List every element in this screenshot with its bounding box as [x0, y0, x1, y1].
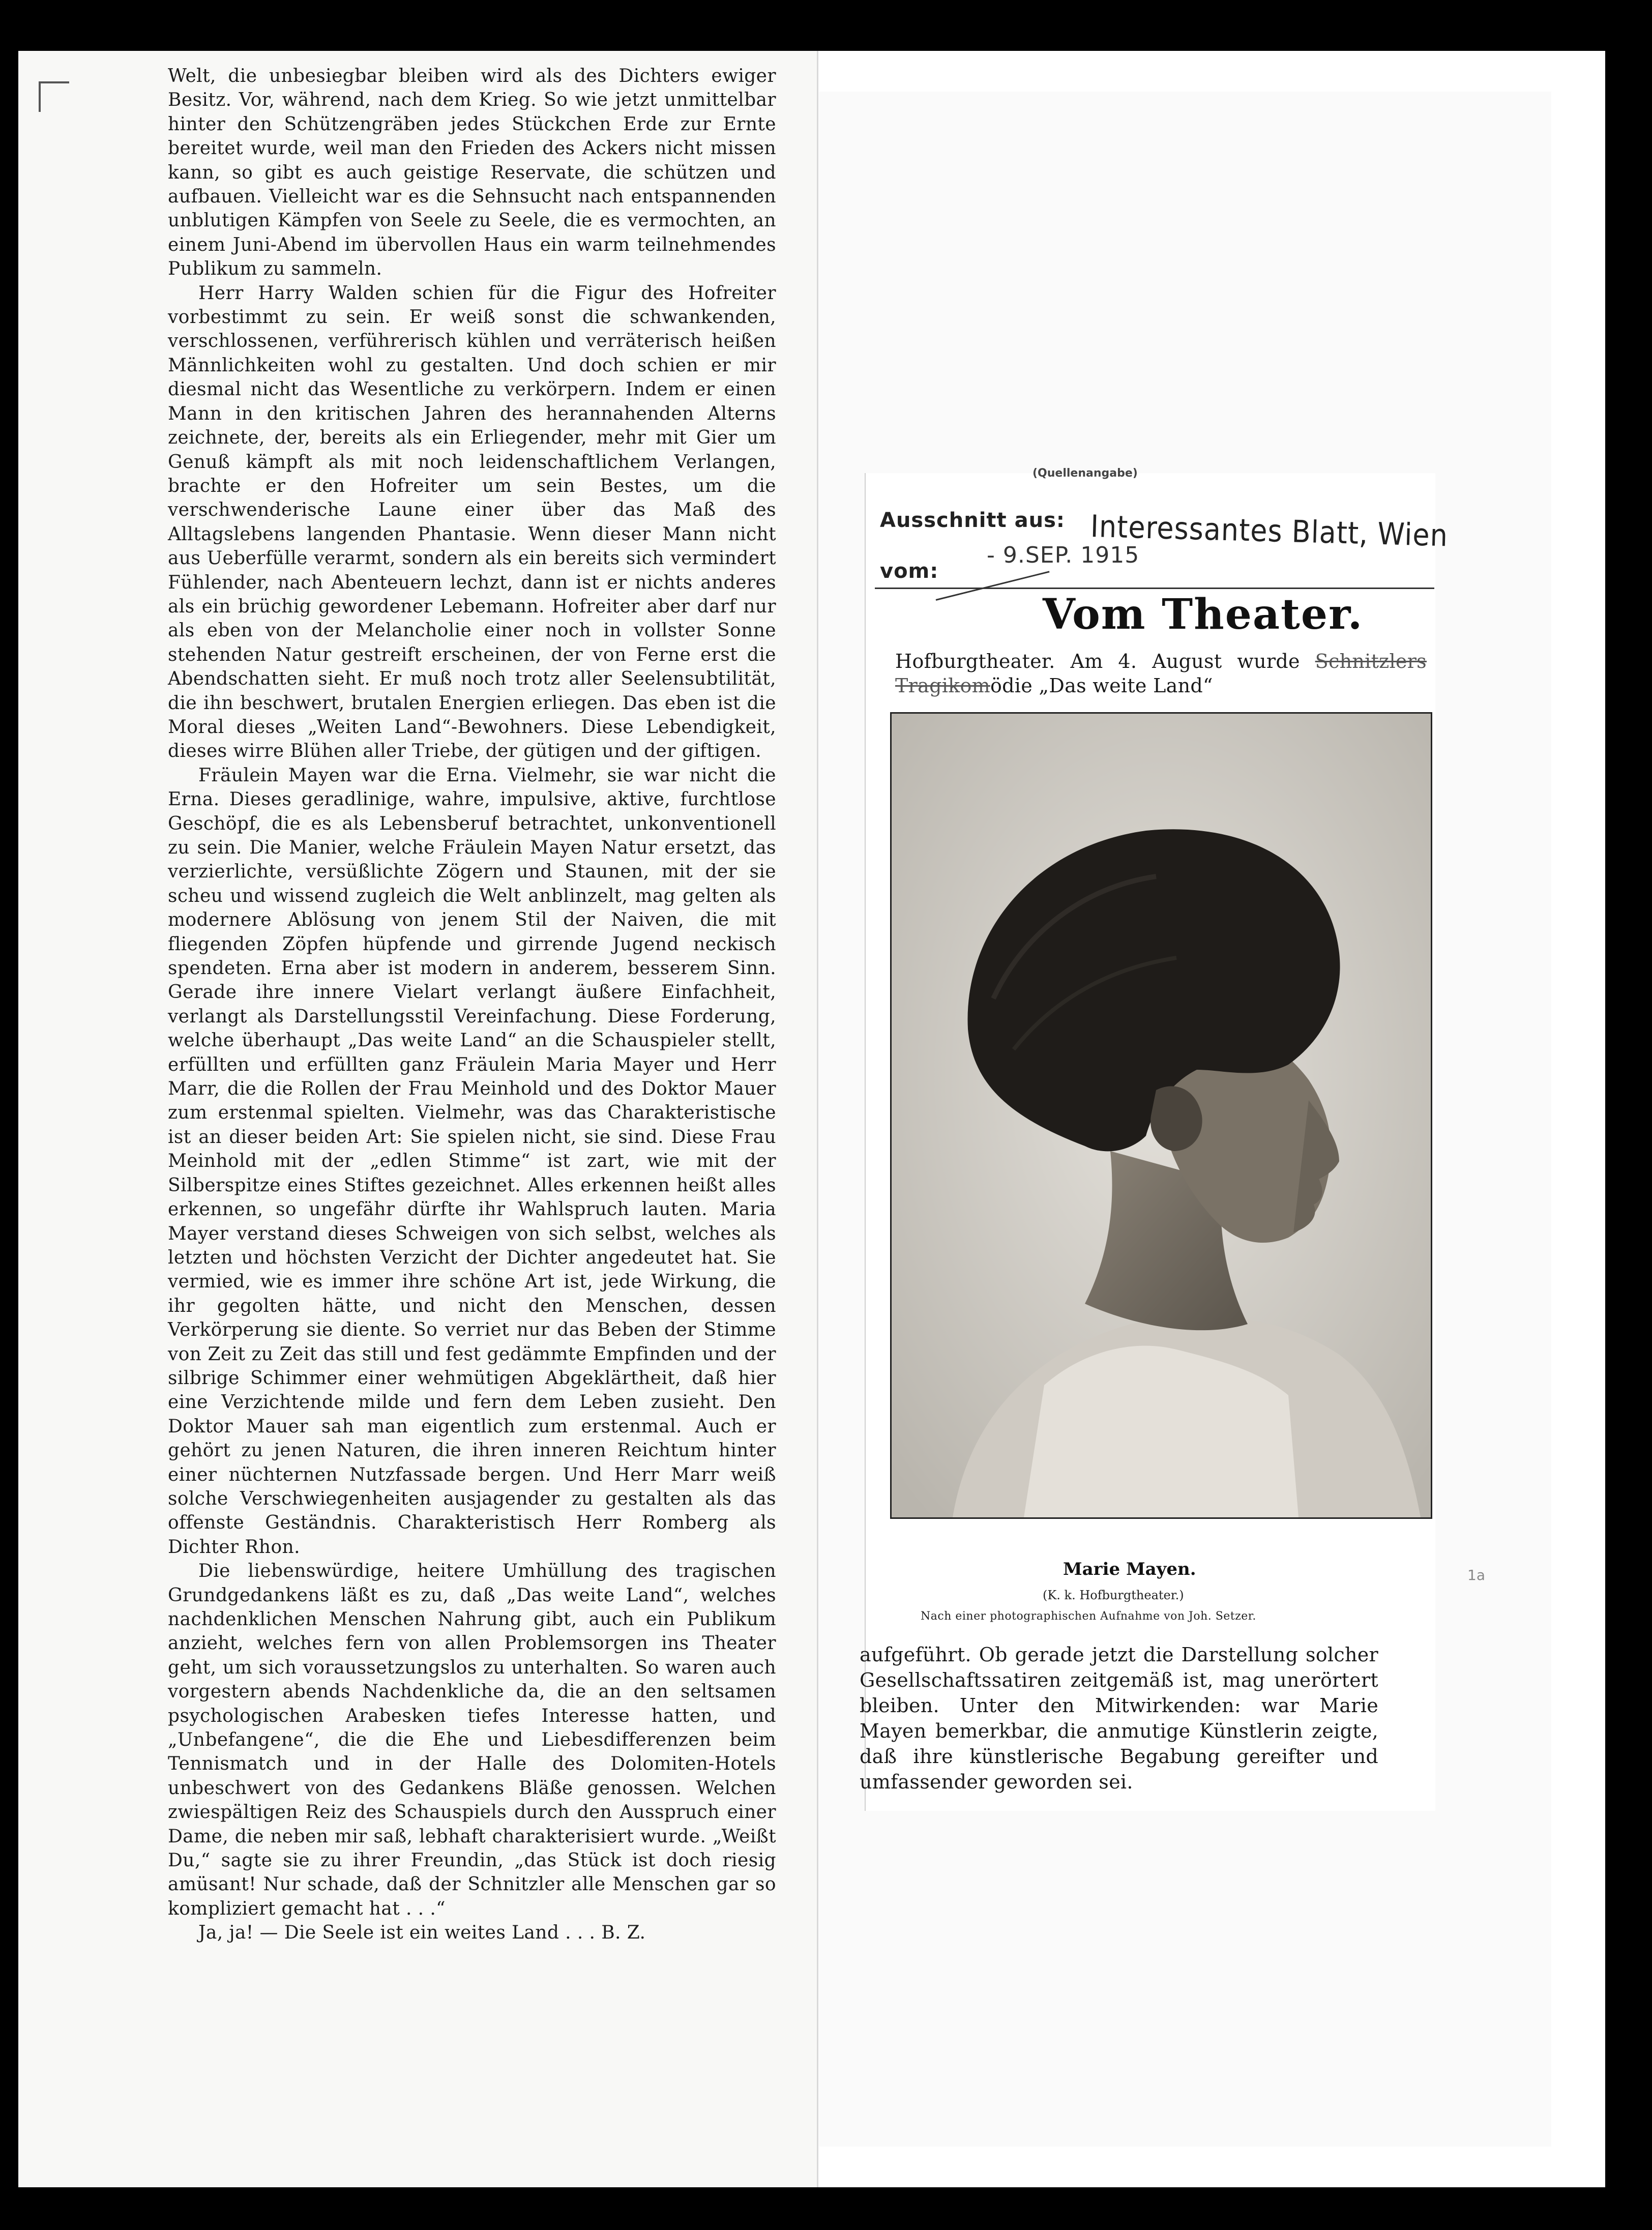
stamp-date: - 9.SEP. 1915 [987, 542, 1140, 568]
intro-text: Hofburgtheater. Am 4. August wurde [895, 650, 1315, 672]
clipping-rule [875, 588, 1434, 589]
pencil-annotation: 1a [1467, 1567, 1485, 1583]
article-paragraph: Die liebenswürdige, heitere Umhüllung des tragischen Grundgedankens läßt es zu, daß „Das weite Land“, welches nachdenklichen Menschen Nahrung gibt, auch ein Publikum anzieht, welches fern von allen Problemsorgen ins Theater geht, um sich voraussetzungslos zu unterhalten. So waren auch vorgestern abends Nachdenkliche da, die an den seltsamen psychologischen Arabesken tiefes Interesse hatten, und „Unbefangene“, die die Ehe und Liebesdifferenzen beim Tennismatch und in der Halle des Dolomiten-Hotels unbeschwert von des Gedankens Bläße genossen. Welchen zwiespältigen Reiz des Schauspiels durch den Ausspruch einer Dame, die neben mir saß, lebhaft charakterisiert wurde. „Weißt Du,“ sagte sie zu ihrer Freundin, „das Stück ist doch riesig amüsant! Nur schade, daß der Schnitzler alle Menschen gar so kompliziert gemacht hat . . .“ [168, 1561, 776, 1919]
portrait-photo [890, 712, 1432, 1519]
corner-mark [39, 81, 41, 112]
article-paragraph: Herr Harry Walden schien für die Figur des Hofreiter vorbestimmt zu sein. Er weiß sonst die schwankenden, verschlossenen, verführerisch kühlen und verräterisch heißen Männlichkeiten wohl zu gestalten. Und doch schien er mir diesmal nicht das Wesentliche zu verkörpern. Indem er einen Mann in den kritischen Jahren des herannahenden Alterns zeichnete, der, bereits als ein Erliegender, mehr mit Gier um Genuß kämpft als mit noch leidenschaftlichem Verlangen, brachte er den Hofreiter um sein Bestes, um die verschwenderische Laune einer über das Maß des Alltagslebens langenden Phantasie. Wenn dieser Mann nicht aus Ueberfülle verarmt, sondern als ein bereits sich vermindert Fühlender, nach Abenteuern lechzt, dann ist er nichts anderes als ein brüchig gewordener Lebemann. Hofreiter aber darf nur als eben von der Melancholie einer noch in vollster Sonne stehenden Natur gestreift erscheinen, der von Ferne erst die Abendschatten sieht. Er muß noch trotz aller Seelensubtilität, die ihn beschwert, brutalen Energien erliegen. Das eben ist die Moral dieses „Weiten Land“-Bewohners. Diese Lebendigkeit, dieses wirre Blühen aller Triebe, der gütigen und der giftigen. [168, 282, 776, 762]
intro-struck-text: Schnitzlers Tragikom [895, 650, 1427, 697]
stamp-small-label: (Quellenangabe) [1032, 467, 1138, 480]
stamp-label-source: Ausschnitt aus: [880, 509, 1065, 532]
stamp-source: Interessantes Blatt, Wien [1090, 509, 1449, 554]
article-text [168, 64, 776, 1945]
portrait-image [892, 714, 1431, 1517]
corner-mark [39, 81, 69, 83]
article-signature: Ja, ja! — Die Seele ist ein weites Land . . . B. Z. [198, 1922, 646, 1944]
photo-caption-credit: Nach einer photographischen Aufnahme von Joh. Setzer. [921, 1610, 1256, 1623]
clipping-intro [895, 649, 1427, 698]
stamp-label-date: vom: [880, 560, 939, 583]
clipping-headline: Vom Theater. [1043, 590, 1364, 639]
clipping-body-text: aufgeführt. Ob gerade jetzt die Darstellung solcher Gesellschaftssatiren zeitgemäß ist, mag unerörtert bleiben. Unter den Mitwirkenden: war Marie Mayen bemerkbar, die anmutige Künstlerin zeigte, daß ihre künstlerische Begabung gereifter und umfassender geworden sei. [860, 1644, 1378, 1793]
article-paragraph: Welt, die unbesiegbar bleiben wird als des Dichters ewiger Besitz. Vor, während, nach dem Krieg. So wie jetzt unmittelbar hinter den Schützengräben jedes Stückchen Erde zur Ernte bereitet wurde, weil man den Frieden des Ackers nicht missen kann, so gibt es auch geistige Reservate, die schützen und aufbauen. Vielleicht war es die Sehnsucht nach entspannenden unblutigen Kämpfen von Seele zu Seele, die es vermochten, an einem Juni-Abend im übervollen Haus ein warm teilnehmendes Publikum zu sammeln. [168, 66, 776, 280]
photo-caption-name: Marie Mayen. [1063, 1559, 1196, 1579]
intro-text-end: ödie „Das weite Land“ [990, 674, 1213, 697]
article-paragraph: Fräulein Mayen war die Erna. Vielmehr, sie war nicht die Erna. Dieses geradlinige, wahre, impulsive, aktive, furchtlose Geschöpf, die es als Lebensberuf betrachtet, unkonventionell zu sein. Die Manier, welche Fräulein Mayen Natur ersetzt, das verzierlichte, versüßlichte Zögern und Staunen, mit der sie scheu und wissend zugleich die Welt anblinzelt, mag gelten als modernere Ablösung von jenem Stil der Naiven, die mit fliegenden Zöpfen hüpfende und girrende Jugend neckisch spendeten. Erna aber ist modern in anderem, besserem Sinn. Gerade ihre innere Vielart verlangt äußere Einfachheit, verlangt als Darstellungsstil Vereinfachung. Diese Forderung, welche überhaupt „Das weite Land“ an die Schauspieler stellt, erfüllten und erfüllten ganz Fräulein Maria Mayer und Herr Marr, die die Rollen der Frau Meinhold und des Doktor Mauer zum erstenmal spielten. Vielmehr, was das Charakteristische ist an dieser beiden Art: Sie spielen nicht, sie sind. Diese Frau Meinhold mit der „edlen Stimme“ ist zart, wie mit der Silberspitze eines Stiftes gezeichnet. Alles erkennen heißt alles erkennen, so ungefähr dürfte ihr Wahlspruch lauten. Maria Mayer verstand dieses Schweigen von sich selbst, welches als letzten und höchsten Verzicht der Dichter angedeutet hat. Sie vermied, wie es immer ihre schöne Art ist, jede Wirkung, die ihr gegolten hätte, und nicht den Menschen, dessen Verkörperung sie diente. So verriet nur das Beben der Stimme von Zeit zu Zeit das still und fest gedämmte Empfinden und der silbrige Schimmer einer wehmütigen Abgeklärtheit, daß hier eine Verzichtende milde und fern dem Leben zusieht. Den Doktor Mauer sah man eigentlich zum erstenmal. Auch er gehört zu jenen Naturen, die ihren inneren Reichtum hinter einer nüchternen Nutzfassade bergen. Und Herr Marr weiß solche Verschwiegenheiten ausjagender zu gestalten als das offenste Geständnis. Charakteristisch Herr Romberg als Dichter Rhon. [168, 765, 776, 1558]
photo-caption-theater: (K. k. Hofburgtheater.) [1043, 1588, 1184, 1602]
